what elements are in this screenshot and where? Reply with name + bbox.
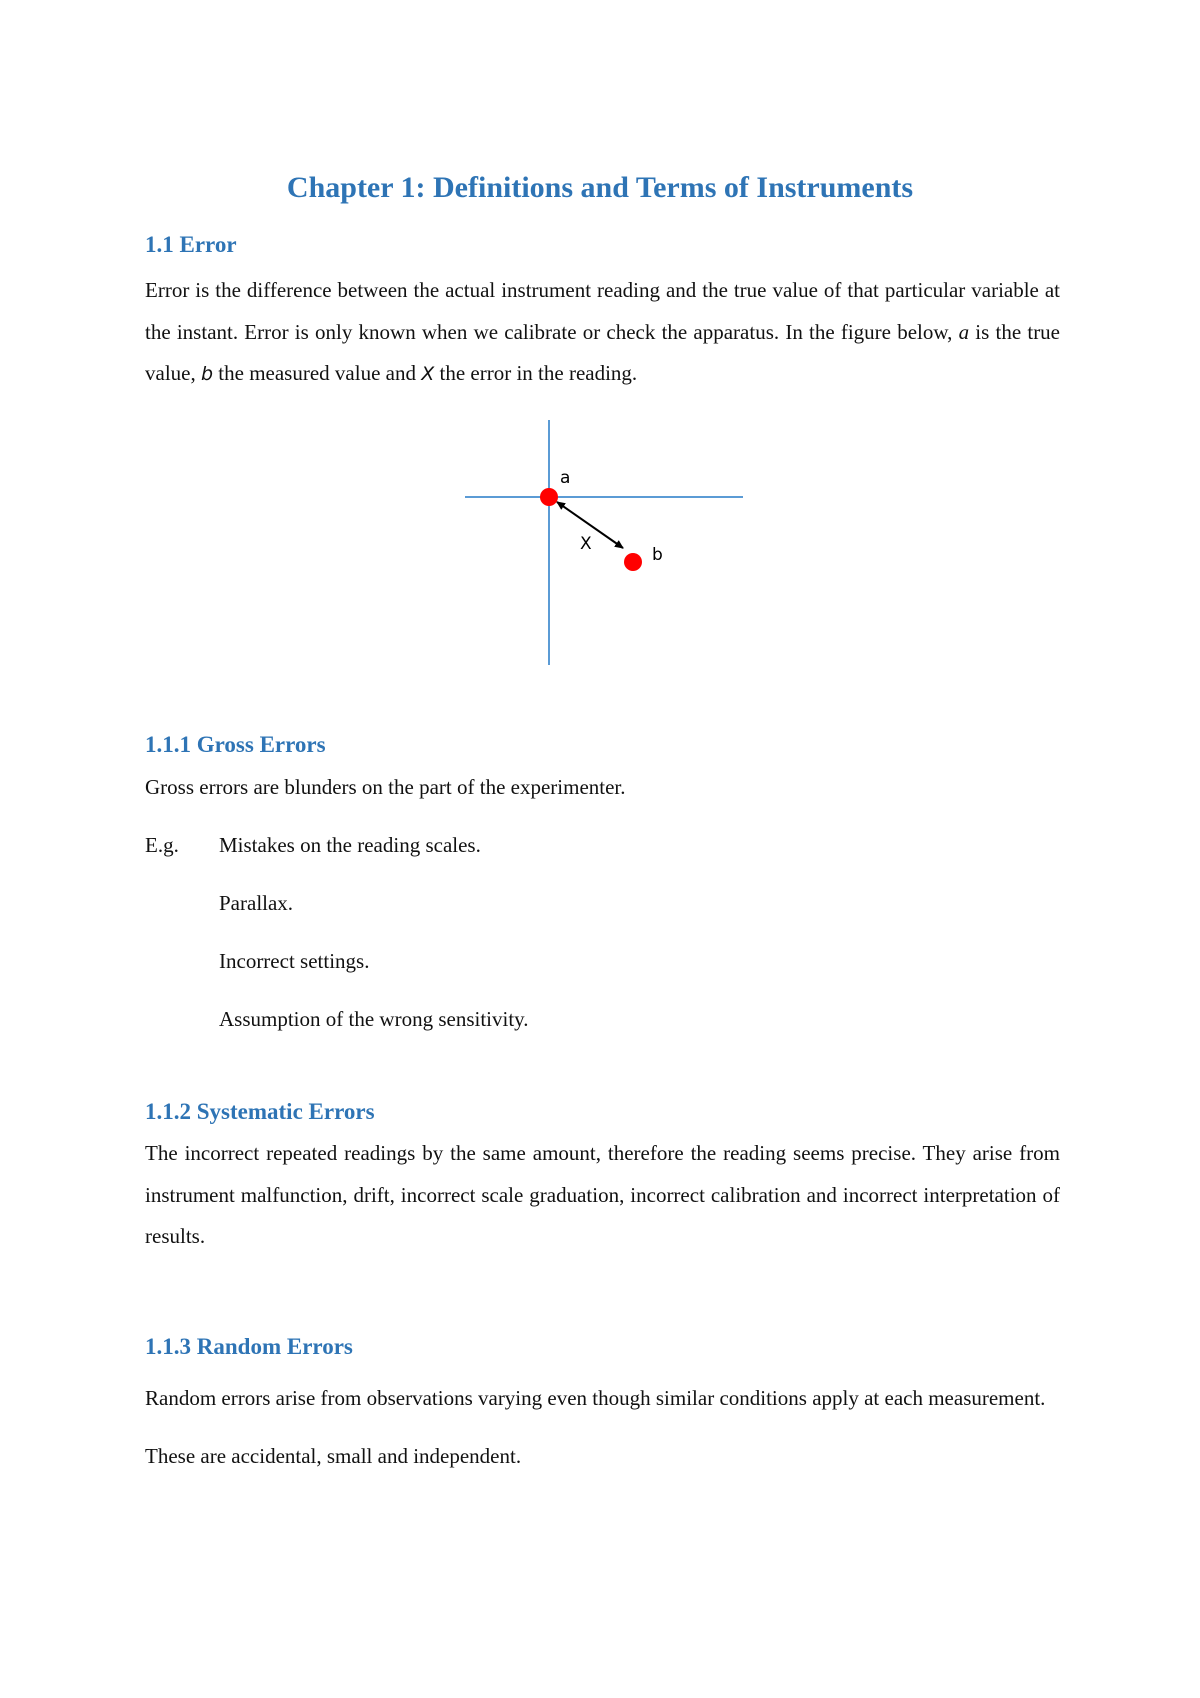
measured-value-point bbox=[624, 553, 642, 571]
section-heading-gross: 1.1.1 Gross Errors bbox=[145, 732, 326, 757]
var-a: a bbox=[958, 319, 970, 344]
var-x: X bbox=[421, 363, 435, 385]
error-text-3: the measured value and bbox=[213, 361, 422, 385]
systematic-paragraph: The incorrect repeated readings by the same amount, therefore the reading seems precise. They arise from instrument malfunction, drift, incorrect scale graduation, incorrect calibration and incorrect interpretation of results. bbox=[145, 1141, 1060, 1248]
true-value-point bbox=[540, 488, 558, 506]
section-heading-systematic: 1.1.2 Systematic Errors bbox=[145, 1099, 375, 1124]
error-text-2: is the true value, bbox=[145, 319, 1061, 385]
gross-example: Mistakes on the reading scales. bbox=[219, 833, 481, 857]
error-text-4: the error in the reading. bbox=[434, 361, 638, 385]
label-b: b bbox=[652, 545, 663, 565]
error-figure bbox=[460, 415, 760, 670]
section-heading-error: 1.1 Error bbox=[145, 232, 237, 257]
gross-intro: Gross errors are blunders on the part of the experimenter. bbox=[145, 775, 626, 799]
section-heading-random: 1.1.3 Random Errors bbox=[145, 1334, 353, 1359]
var-b: b bbox=[200, 363, 214, 385]
label-a: a bbox=[560, 468, 571, 488]
label-x: X bbox=[580, 534, 592, 554]
gross-example: Parallax. bbox=[219, 891, 294, 915]
eg-label: E.g. bbox=[145, 833, 179, 857]
gross-example: Assumption of the wrong sensitivity. bbox=[219, 1007, 529, 1031]
error-paragraph bbox=[145, 270, 1060, 396]
random-paragraph: Random errors arise from observations varying even though similar conditions apply at each measurement. These are accidental, small and independent. bbox=[145, 1386, 1046, 1468]
chapter-title: Chapter 1: Definitions and Terms of Instruments bbox=[286, 171, 914, 204]
gross-example: Incorrect settings. bbox=[219, 949, 370, 973]
error-diagram bbox=[460, 415, 760, 670]
error-text-1: Error is the difference between the actual instrument reading and the true value of that particular variable at the instant. Error is only known when we calibrate or check the apparatus. In the figure below, bbox=[145, 278, 1060, 344]
